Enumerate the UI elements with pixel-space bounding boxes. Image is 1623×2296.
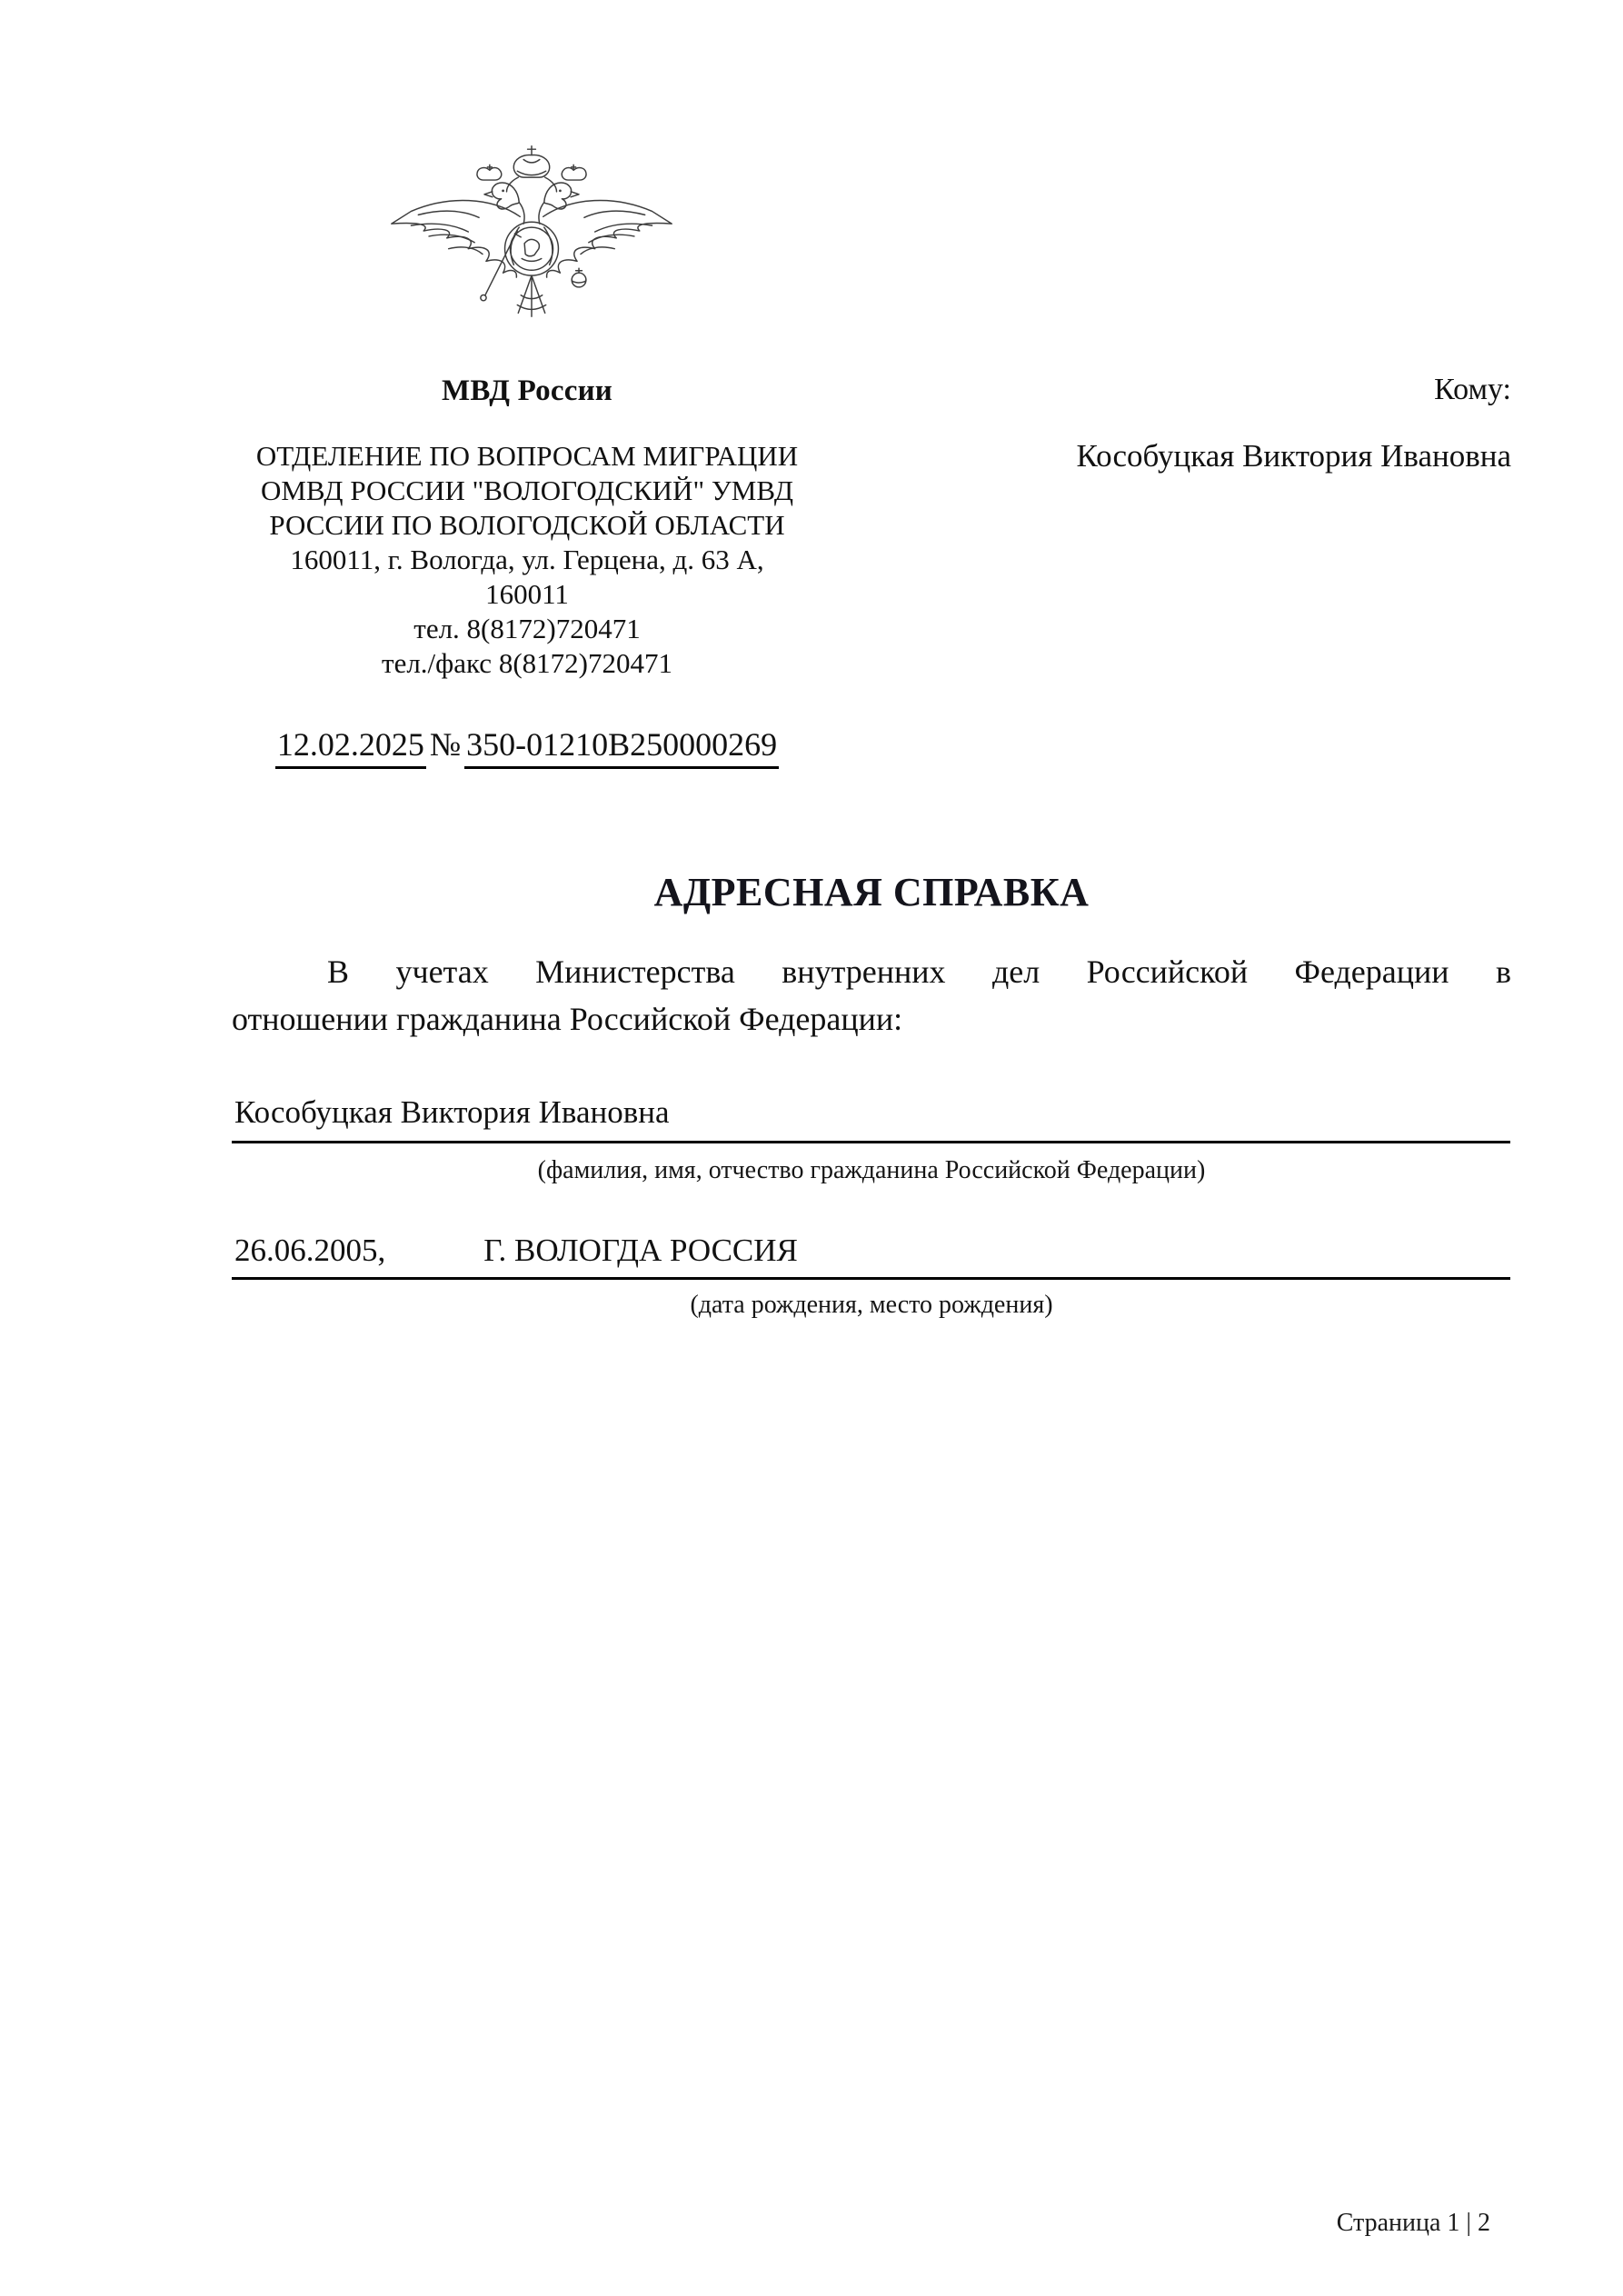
birth-caption: (дата рождения, место рождения) <box>690 1291 1053 1319</box>
org-line: РОССИИ ПО ВОЛОГОДСКОЙ ОБЛАСТИ <box>269 509 785 541</box>
number-sign: № <box>429 726 462 763</box>
org-fax-line: тел./факс 8(8172)720471 <box>382 647 672 679</box>
recipient-name: Кособуцкая Виктория Ивановна <box>1076 438 1511 474</box>
recipient-label: Кому: <box>1434 373 1511 406</box>
doc-number: 350-01210В250000269 <box>464 725 779 769</box>
org-line: ОМВД РОССИИ "ВОЛОГОДСКИЙ" УМВД <box>260 474 794 506</box>
org-phone-line: тел. 8(8172)720471 <box>413 613 641 644</box>
intro-paragraph-line: отношении гражданина Российской Федерации: <box>232 1001 903 1037</box>
full-name-underline <box>232 1141 1510 1143</box>
birth-value <box>234 1233 798 1269</box>
agency-title: МВД России <box>441 374 612 407</box>
birth-date: 26.06.2005, <box>234 1233 386 1268</box>
organization-block <box>209 439 845 681</box>
org-line: ОТДЕЛЕНИЕ ПО ВОПРОСАМ МИГРАЦИИ <box>255 440 799 472</box>
org-address-line: 160011, г. Вологда, ул. Герцена, д. 63 А, <box>290 544 764 575</box>
intro-paragraph-line: В учетах Министерства внутренних дел Российской Федерации в <box>327 953 1511 990</box>
document-title: АДРЕСНАЯ СПРАВКА <box>653 870 1090 914</box>
doc-date-number-line <box>209 725 845 769</box>
birth-underline <box>232 1277 1510 1280</box>
doc-date: 12.02.2025 <box>275 725 426 769</box>
page-indicator: Страница 1 | 2 <box>1336 2209 1490 2237</box>
full-name-value: Кособуцкая Виктория Ивановна <box>234 1094 670 1130</box>
full-name-caption: (фамилия, имя, отчество гражданина Российской Федерации) <box>537 1156 1206 1184</box>
birth-place: Г. ВОЛОГДА РОССИЯ <box>483 1233 798 1268</box>
org-postcode-line: 160011 <box>485 578 569 610</box>
mvd-eagle-emblem-icon <box>384 142 679 324</box>
